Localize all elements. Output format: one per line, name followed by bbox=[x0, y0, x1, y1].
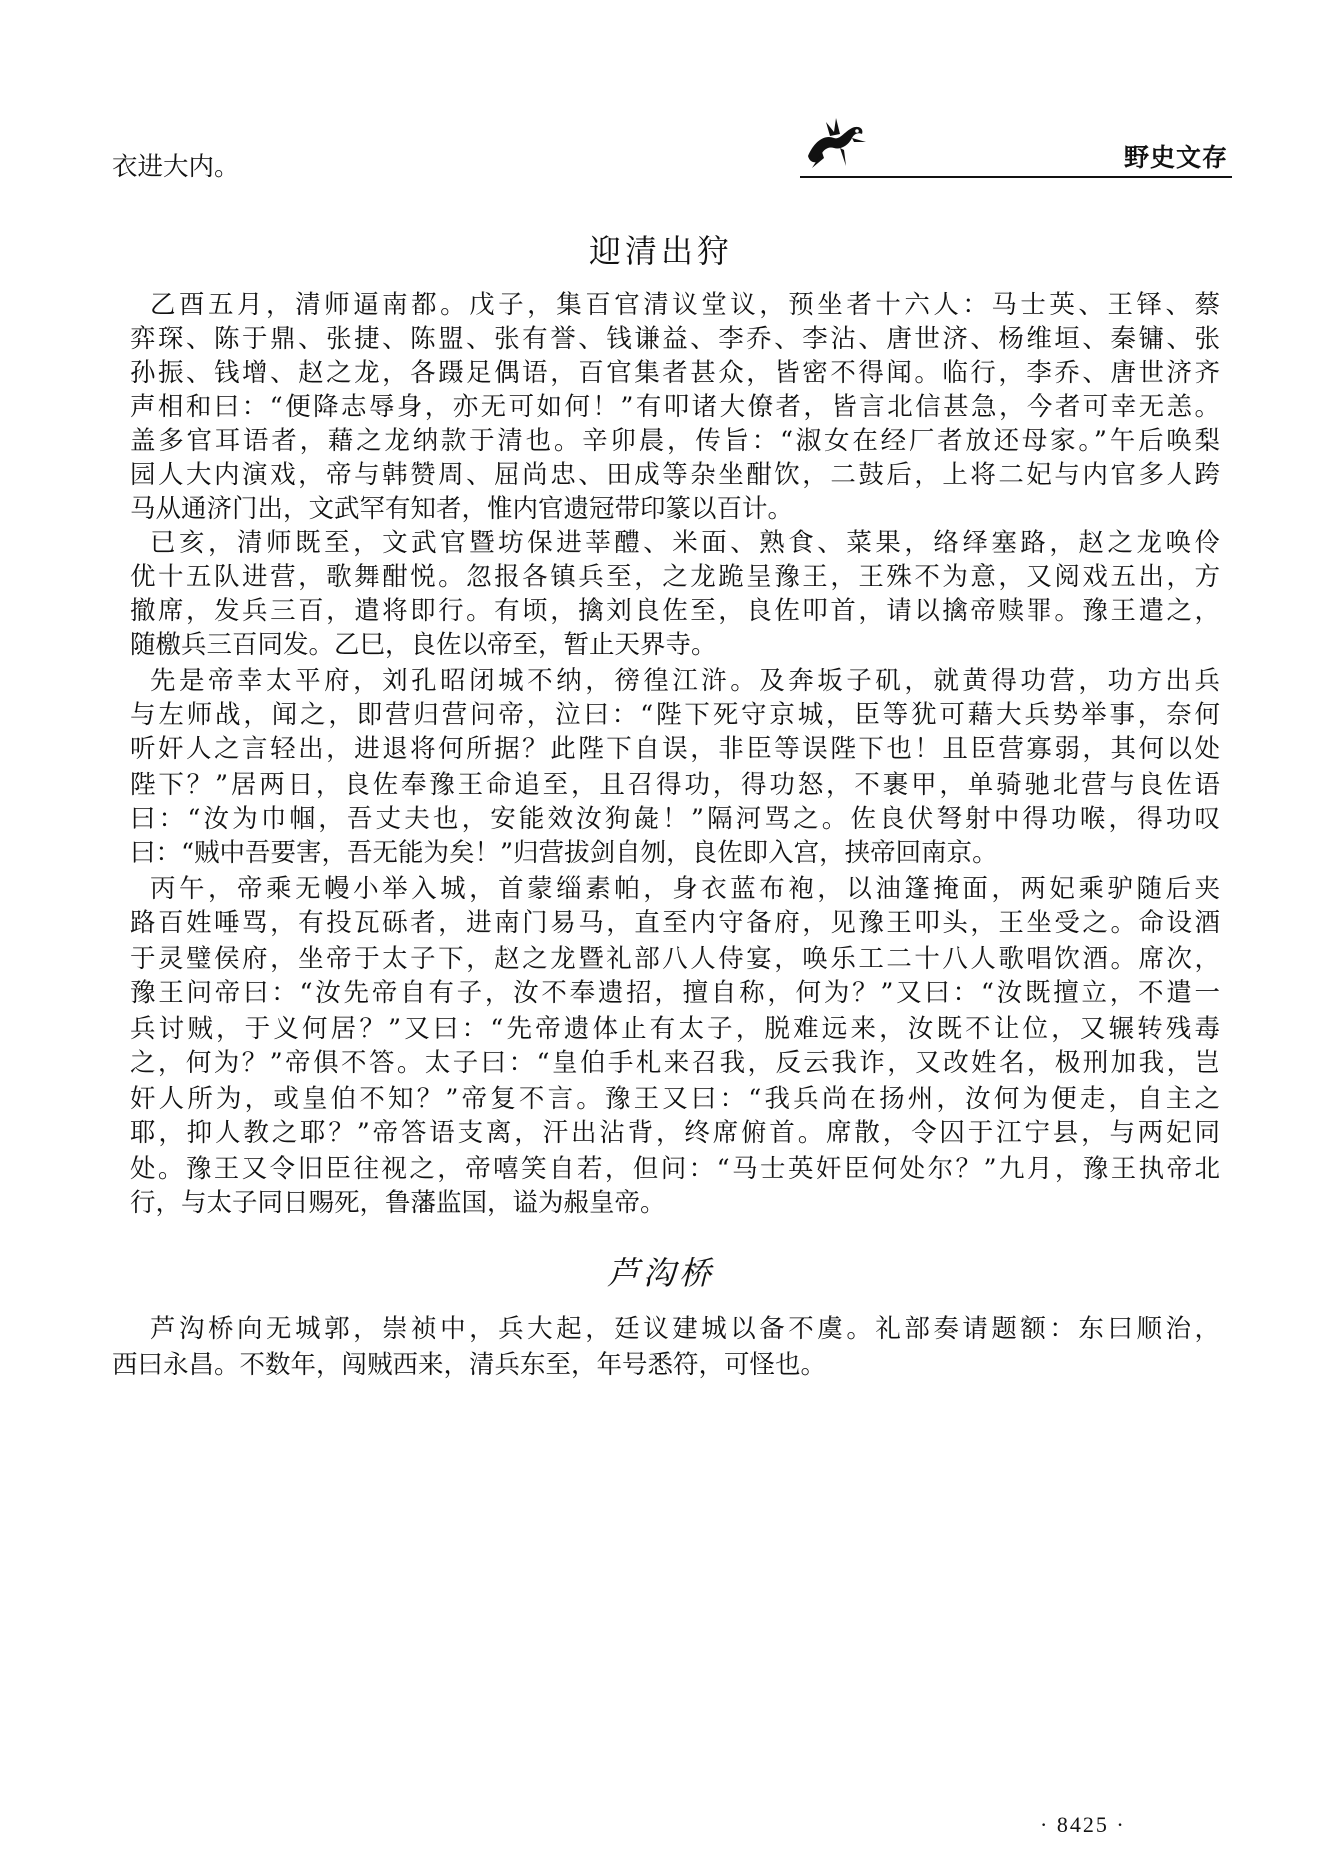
section-title: 芦沟桥 bbox=[606, 1254, 715, 1292]
text-line: 听奸人之言轻出，进退将何所据？此陛下自误，非臣等误陛下也！且臣营寡弱，其何以处 bbox=[130, 734, 1220, 764]
text-line: 兵讨贼，于义何居？”又曰：“先帝遗体止有太子，脱难远来，汝既不让位，又辗转残毒 bbox=[130, 1014, 1220, 1044]
text-line: 芦沟桥向无城郭，崇祯中，兵大起，廷议建城以备不虞。礼部奏请题额：东曰顺治， bbox=[150, 1314, 1220, 1344]
text-line: 盖多官耳语者，藉之龙纳款于清也。辛卯晨，传旨：“淑女在经厂者放还母家。”午后唤梨 bbox=[130, 426, 1220, 456]
text-line: 撤席，发兵三百，遣将即行。有顷，擒刘良佐至，良佐叩首，请以擒帝赎罪。豫王遣之， bbox=[130, 596, 1220, 626]
text-line: 路百姓唾骂，有投瓦砾者，进南门易马，直至内守备府，见豫王叩头，王坐受之。命设酒 bbox=[130, 908, 1220, 938]
text-line: 丙午，帝乘无幔小举入城，首蒙缁素帕，身衣蓝布袍，以油篷掩面，两妃乘驴随后夹 bbox=[150, 874, 1220, 904]
text-line: 西曰永昌。不数年，闯贼西来，清兵东至，年号悉符，可怪也。 bbox=[112, 1350, 827, 1380]
text-line: 于灵璧侯府，坐帝于太子下，赵之龙暨礼部八人侍宴，唤乐工二十八人歌唱饮酒。席次， bbox=[130, 944, 1220, 974]
text-line: 曰：“贼中吾要害，吾无能为矣！”归营拔剑自刎，良佐即入宫，挟帝回南京。 bbox=[130, 838, 998, 868]
series-title: 野史文存 bbox=[1123, 143, 1228, 172]
text-line: 先是帝幸太平府，刘孔昭闭城不纳，徬徨江浒。及奔坂子矶，就黄得功营，功方出兵 bbox=[150, 666, 1220, 696]
text-line: 随檄兵三百同发。乙巳，良佐以帝至，暂止天界寺。 bbox=[130, 630, 717, 660]
text-line: 优十五队进营，歌舞酣悦。忽报各镇兵至，之龙跪呈豫王，王殊不为意，又阅戏五出，方 bbox=[130, 562, 1220, 592]
text-line: 弈琛、陈于鼎、张捷、陈盟、张有誉、钱谦益、李乔、李沾、唐世济、杨维垣、秦镛、张 bbox=[130, 324, 1220, 354]
text-line: 处。豫王又令旧臣往视之，帝嘻笑自若，但问：“马士英奸臣何处尔？”九月，豫王执帝北 bbox=[130, 1154, 1220, 1184]
text-line: 耶，抑人教之耶？”帝答语支离，汗出沾背，终席俯首。席散，令囚于江宁县，与两妃同 bbox=[130, 1118, 1220, 1148]
text-line: 之，何为？”帝俱不答。太子曰：“皇伯手札来召我，反云我诈，又改姓名，极刑加我，岂 bbox=[130, 1048, 1220, 1078]
text-line: 孙振、钱增、赵之龙，各蹑足偶语，百官集者甚众，皆密不得闻。临行，李乔、唐世济齐 bbox=[130, 358, 1220, 388]
text-line: 陛下？”居两日，良佐奉豫王命追至，且召得功，得功怒，不裹甲，单骑驰北营与良佐语 bbox=[130, 770, 1220, 800]
section-title: 迎清出狩 bbox=[588, 232, 733, 270]
text-line: 乙酉五月，清师逼南都。戊子，集百官清议堂议，预坐者十六人：马士英、王铎、蔡 bbox=[150, 290, 1220, 320]
text-line: 曰：“汝为巾帼，吾丈夫也，安能效汝狗彘！”隔河骂之。佐良伏弩射中得功喉，得功叹 bbox=[130, 804, 1220, 834]
fragment-line: 衣进大内。 bbox=[112, 152, 240, 182]
text-line: 已亥，清师既至，文武官暨坊保进莘醴、米面、熟食、菜果，络绎塞路，赵之龙唤伶 bbox=[150, 528, 1220, 558]
text-line: 奸人所为，或皇伯不知？”帝复不言。豫王又曰：“我兵尚在扬州，汝何为便走，自主之 bbox=[130, 1084, 1220, 1114]
text-line: 声相和曰：“便降志辱身，亦无可如何！”有叩诸大僚者，皆言北信甚急，今者可幸无恙。 bbox=[130, 392, 1220, 422]
text-line: 行，与太子同日赐死，鲁藩监国，谥为赧皇帝。 bbox=[130, 1188, 666, 1218]
text-line: 豫王问帝曰：“汝先帝自有子，汝不奉遗招，擅自称，何为？”又曰：“汝既擅立，不遣一 bbox=[130, 978, 1220, 1008]
text-line: 与左师战，闻之，即营归营问帝，泣曰：“陛下死守京城，臣等犹可藉大兵势举事，奈何 bbox=[130, 700, 1220, 730]
page-number: · 8425 · bbox=[1040, 1812, 1126, 1837]
text-line: 马从通济门出，文武罕有知者，惟内官遗冠带印篆以百计。 bbox=[130, 494, 794, 524]
text-line: 园人大内演戏，帝与韩赞周、屈尚忠、田成等杂坐酣饮，二鼓后，上将二妃与内官多人跨 bbox=[130, 460, 1220, 490]
